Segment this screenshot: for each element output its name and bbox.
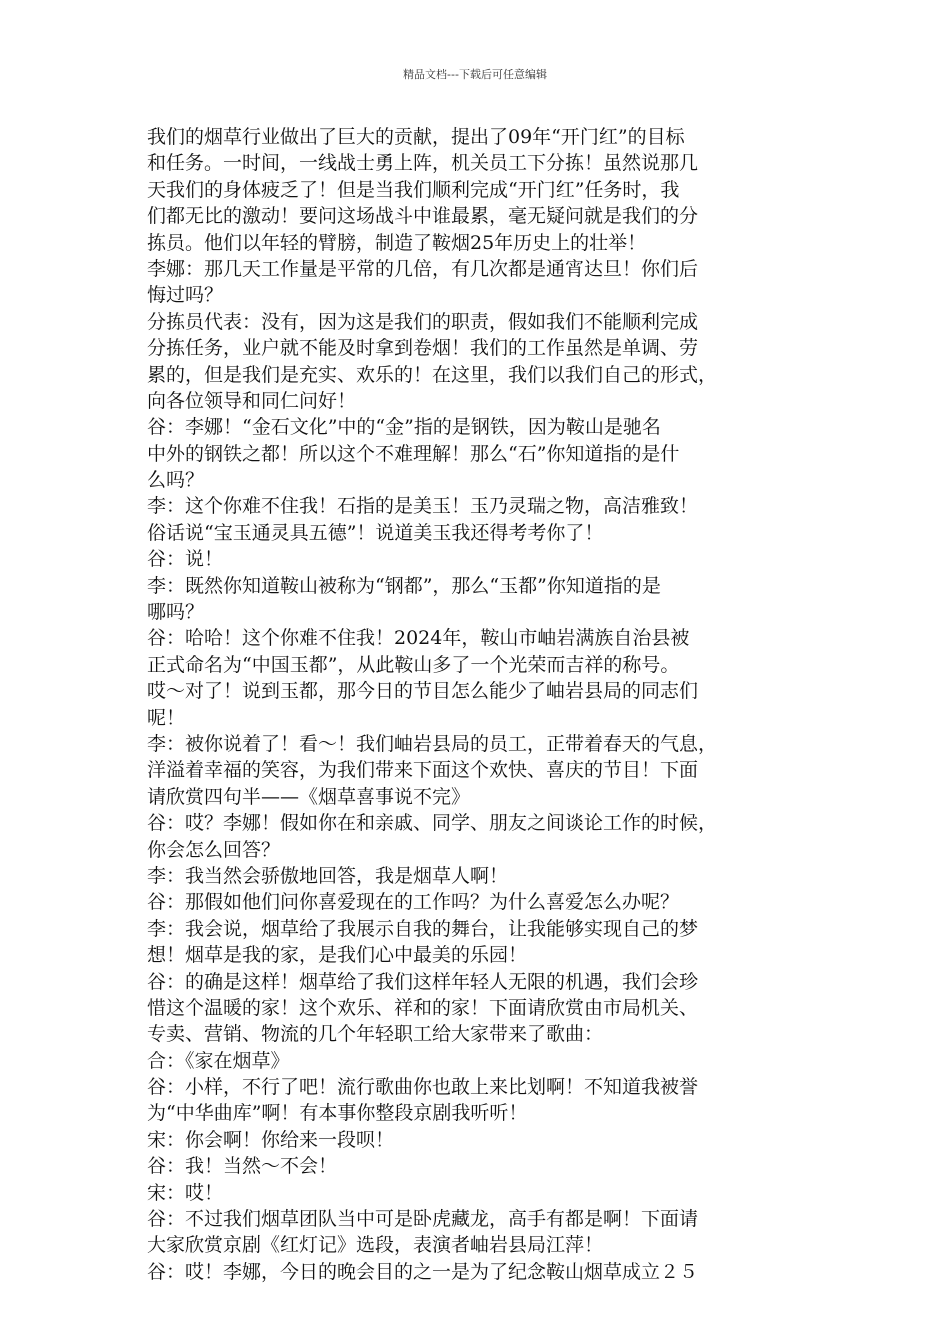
text-line: 谷：哎！李娜，今日的晚会目的之一是为了纪念鞍山烟草成立２５ — [147, 1260, 699, 1283]
text-line: 和任务。一时间，一线战士勇上阵，机关员工下分拣！虽然说那几 — [147, 152, 699, 175]
text-line: 大家欣赏京剧《红灯记》选段，表演者岫岩县局江萍！ — [147, 1234, 604, 1257]
text-line: 俗话说“宝玉通灵具五德”！说道美玉我还得考考你了！ — [147, 521, 604, 544]
text-line: 宋：你会啊！你给来一段呗！ — [147, 1128, 395, 1151]
text-line: 谷：不过我们烟草团队当中可是卧虎藏龙，高手有都是啊！下面请 — [147, 1208, 699, 1231]
text-line: 悔过吗？ — [147, 284, 224, 307]
text-line: 向各位领导和同仁问好！ — [147, 389, 357, 412]
document-body — [147, 124, 827, 1285]
text-line: 宋：哎！ — [147, 1181, 224, 1204]
text-line: 分拣员代表：没有，因为这是我们的职责，假如我们不能顺利完成 — [147, 310, 699, 333]
text-line: 谷：哈哈！这个你难不住我！2024年，鞍山市岫岩满族自治县被 — [147, 627, 690, 650]
text-line: 洋溢着幸福的笑容，为我们带来下面这个欢快、喜庆的节目！下面 — [147, 759, 699, 782]
text-line: 李：既然你知道鞍山被称为“钢都”，那么“玉都”你知道指的是 — [147, 574, 661, 597]
text-line: 谷：李娜！“金石文化”中的“金”指的是钢铁，因为鞍山是驰名 — [147, 416, 661, 439]
text-line: 么吗？ — [147, 469, 205, 492]
text-line: 天我们的身体疲乏了！但是当我们顺利完成“开门红”任务时，我 — [147, 178, 680, 201]
text-line: 谷：那假如他们问你喜爱现在的工作吗？为什么喜爱怎么办呢？ — [147, 891, 680, 914]
text-line: 李：这个你难不住我！石指的是美玉！玉乃灵瑞之物，高洁雅致！ — [147, 495, 699, 518]
text-line: 累的，但是我们是充实、欢乐的！在这里，我们以我们自己的形式， — [147, 363, 718, 386]
text-line: 李：被你说着了！看～！我们岫岩县局的员工，正带着春天的气息， — [147, 732, 718, 755]
text-line: 合：《家在烟草》 — [147, 1049, 290, 1072]
text-line: 谷：小样，不行了吧！流行歌曲你也敢上来比划啊！不知道我被誉 — [147, 1076, 699, 1099]
text-line: 惜这个温暖的家！这个欢乐、祥和的家！下面请欣赏由市局机关、 — [147, 996, 699, 1019]
text-line: 正式命名为“中国玉都”，从此鞍山多了一个光荣而吉祥的称号。 — [147, 653, 680, 676]
text-line: 谷：哎？李娜！假如你在和亲戚、同学、朋友之间谈论工作的时候， — [147, 812, 718, 835]
text-line: 专卖、营销、物流的几个年轻职工给大家带来了歌曲： — [147, 1023, 604, 1046]
text-line: 谷：的确是这样！烟草给了我们这样年轻人无限的机遇，我们会珍 — [147, 970, 699, 993]
text-line: 为“中华曲库”啊！有本事你整段京剧我听听！ — [147, 1102, 528, 1125]
text-line: 李：我会说，烟草给了我展示自我的舞台，让我能够实现自己的梦 — [147, 917, 699, 940]
text-line: 我们的烟草行业做出了巨大的贡献，提出了09年“开门红”的目标 — [147, 126, 685, 148]
text-line: 哪吗？ — [147, 601, 205, 624]
text-line: 分拣任务，业户就不能及时拿到卷烟！我们的工作虽然是单调、劳 — [147, 337, 699, 360]
text-line: 李娜：那几天工作量是平常的几倍，有几次都是通宵达旦！你们后 — [147, 257, 699, 280]
text-line: 谷：说！ — [147, 548, 224, 571]
text-line: 想！烟草是我的家，是我们心中最美的乐园！ — [147, 944, 528, 967]
text-line: 呢！ — [147, 706, 186, 729]
text-line: 拣员。他们以年轻的臂膀，制造了鞍烟25年历史上的壮举！ — [147, 231, 647, 254]
text-line: 哎～对了！说到玉都，那今日的节目怎么能少了岫岩县局的同志们 — [147, 680, 699, 703]
text-line: 们都无比的激动！要问这场战斗中谁最累，毫无疑问就是我们的分 — [147, 205, 699, 228]
text-line: 谷：我！当然～不会！ — [147, 1155, 338, 1178]
text-line: 请欣赏四句半——《烟草喜事说不完》 — [147, 785, 471, 808]
text-line: 李：我当然会骄傲地回答，我是烟草人啊！ — [147, 864, 509, 887]
page-header: 精品文档---下载后可任意编辑 — [403, 68, 547, 81]
text-line: 中外的钢铁之都！所以这个不难理解！那么“石”你知道指的是什 — [147, 442, 680, 465]
text-line: 你会怎么回答？ — [147, 838, 281, 861]
